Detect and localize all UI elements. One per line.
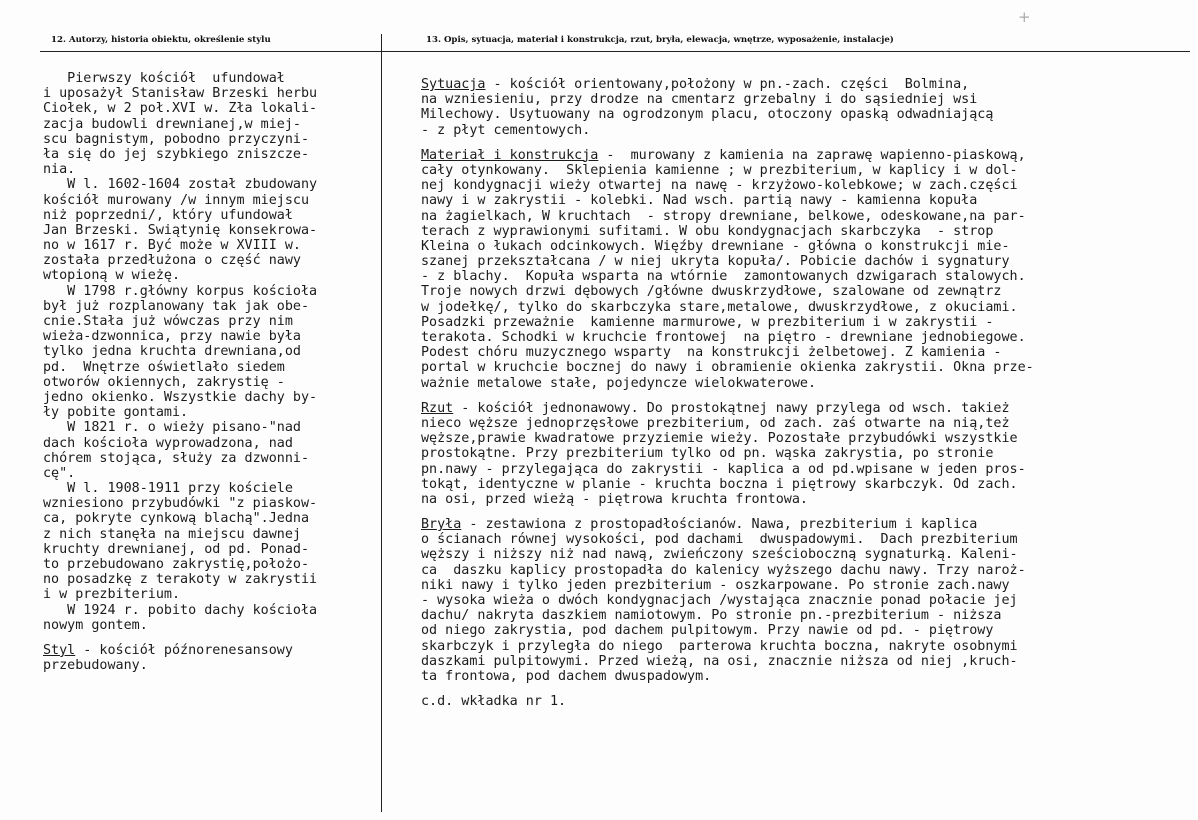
text-line (421, 517, 1198, 532)
text-line: - z płyt cementowych. (421, 122, 591, 138)
text-line: nieco węższe jednoprzęsłowe prezbiterium, od zach. zaś otwarte na nią,też (421, 415, 1010, 431)
right-column-description (421, 77, 1198, 709)
text-line: scu bagnistym, pobodno przyczyni- (43, 131, 310, 147)
text-line: prostokątne. Przy prezbiterium tylko od pn. wąska zakrystia, po stronie (421, 446, 994, 462)
text-line: W 1798 r.główny korpus kościoła (43, 283, 318, 299)
text-line: W l. 1908-1911 przy kościele (43, 481, 293, 497)
text-line: pd. Wnętrze oświetlało siedem (43, 359, 285, 375)
section-sytuacja (421, 77, 1198, 138)
text-line: od niego zakrystia, pod dachem pulpitowym. Przy nawie od pd. - piętrowy (421, 623, 994, 639)
text-line: nowym gontem. (43, 617, 148, 633)
text-line: wzniesiono przybudówki "z piaskow- (43, 496, 318, 512)
text-line: wtopioną w wieżę. (43, 268, 181, 284)
header-rule (40, 51, 1190, 52)
style-paragraph (43, 643, 393, 673)
section-material-konstrukcja (421, 148, 1198, 391)
spacer (421, 391, 1198, 401)
text-line: ca daszku kaplicy prostopadła do kalenicy wyższego dachu nawy. Trzy naroż- (421, 562, 1026, 578)
text-line: kościół murowany /w innym miejscu (43, 192, 310, 208)
text-line: W 1821 r. o wieży pisano-"nad (43, 420, 301, 436)
history-paragraph (43, 177, 393, 283)
text-line: na wzniesieniu, przy drodze na cmentarz grzebalny i do sąsiedniej wsi (421, 92, 978, 108)
text-line: nej kondygnacji wieży otwartej na nawę - krzyżowo-kolebkowe; w zach.części (421, 178, 1018, 194)
text-line: cę". (43, 465, 76, 481)
text-line: o ścianach równej wysokości, pod dachami dwuspadowymi. Dach prezbiterium (421, 532, 1018, 548)
text-line: dachu/ nakryta daszkiem namiotowym. Po stronie pn.-prezbiterium - niższa (421, 608, 1002, 624)
text-line: zacja budowli drewnianej,w miej- (43, 116, 301, 132)
text-line: niż poprzedni/, który ufundował (43, 207, 293, 223)
spacer (421, 507, 1198, 517)
text-line: szanej przekształcana / w niej ukryta kopuła/. Pobicie dachów i sygnatury (421, 254, 1010, 270)
text-line: i uposażył Stanisław Brzeski herbu (43, 86, 318, 102)
text-line: ta frontowa, pod dachem dwuspadowym. (421, 668, 712, 684)
section-bryla (421, 517, 1198, 684)
text-line: Milechowy. Usytuowany na ogrodzonym placu, otoczony opaską odwadniającą (421, 107, 994, 123)
text-line: to przebudowano zakrystię,położo- (43, 557, 310, 572)
style-label: Styl (43, 642, 76, 658)
header-left: 12. Autorzy, historia obiektu, określenie stylu (51, 35, 271, 45)
text-line: jedno okienko. Wszystkie dachy by- (43, 389, 318, 405)
spacer (421, 138, 1198, 148)
text-line: i w prezbiterium. (43, 587, 181, 603)
section-label: Rzut (421, 400, 454, 416)
history-paragraph (43, 420, 393, 481)
text-line: terakota. Schodki w kruchcie frontowej na piętro - drewniane jednobiegowe. (421, 330, 1026, 345)
text-line: cnie.Stała już wówczas przy nim (43, 314, 293, 329)
text-line: tokąt, identyczne w planie - kruchta boczna i piętrowy skarbczyk. Od zach. (421, 476, 1018, 492)
text-line: ły pobite gontami. (43, 405, 189, 421)
text-line: ca, pokryte cynkową blachą".Jedna (43, 511, 310, 527)
text-line: niki nawy i tylko jeden prezbiterium - oszkarpowane. Po stronie zach.nawy (421, 577, 1010, 593)
header-right: 13. Opis, sytuacja, materiał i konstrukcja, rzut, bryła, elewacja, wnętrze, wyposażenie, instalacje) (426, 35, 894, 45)
text-line: - z blachy. Kopuła wsparta na wtórnie zamontowanych dzwigarach stalowych. (421, 269, 1026, 285)
spacer (43, 633, 393, 643)
text-line: no posadzkę z terakoty w zakrystii (43, 572, 318, 588)
text-line: tylko jedna kruchta drewniana,od (43, 344, 301, 360)
continuation-note: c.d. wkładka nr 1. (421, 694, 567, 710)
section-label: Bryła (421, 517, 462, 533)
text-line: Troje nowych drzwi dębowych /główne dwuskrzydłowe, szalowane od zewnątrz (421, 284, 1002, 300)
text-line (421, 77, 1198, 92)
text-line: wieża-dzwonnica, przy nawie była (43, 329, 301, 345)
text-line (421, 401, 1198, 416)
text-line: ła się do jej szybkiego zniszcze- (43, 146, 310, 162)
text-line: węższe,prawie kwadratowe przyziemie wieży. Pozostałe przybudówki wszystkie (421, 431, 1018, 447)
text-line: skarbczyk i przyległa do niego parterowa kruchta boczna, nakryte osobnymi (421, 638, 1018, 654)
text-line: W 1924 r. pobito dachy kościoła (43, 602, 318, 618)
text-line: Ciołek, w 2 poł.XVI w. Zła lokali- (43, 101, 318, 117)
text-line: Pierwszy kościół ufundował (43, 71, 285, 86)
text-line (421, 148, 1198, 163)
left-column-history (43, 71, 393, 673)
history-paragraph (43, 284, 393, 421)
text-line: kruchty drewnianej, od pd. Ponad- (43, 541, 310, 557)
section-label: Materiał i konstrukcja (421, 147, 599, 163)
section-label: Sytuacja (421, 77, 486, 92)
section-text: - kościół jednonawowy. Do prostokątnej nawy przylega od wsch. takież (453, 400, 1010, 416)
text-line: Podest chóru muzycznego wsparty na konstrukcji żelbetowej. Z kamienia - (421, 345, 1002, 361)
text-line: Kleina o łukach odcinkowych. Więźby drewniane - główna o konstrukcji mie- (421, 238, 1010, 254)
text-line: Posadzki przeważnie kamienne marmurowe, w prezbiterium i w zakrystii - (421, 314, 994, 330)
text-line: W l. 1602-1604 został zbudowany (43, 177, 318, 193)
text-line: pn.nawy - przylegająca do zakrystii - kaplica a od pd.wpisane w jeden pros- (421, 461, 1026, 477)
text-line: została przedłużona o część nawy (43, 253, 301, 269)
text-line: chórem stojąca, służy za dzwonni- (43, 450, 310, 466)
text-line: na osi, przed wieżą - piętrowa kruchta frontowa. (421, 491, 808, 507)
history-paragraph (43, 603, 393, 633)
text-line: Jan Brzeski. Swiątynię konsekrowa- (43, 222, 318, 238)
text-line (43, 643, 393, 658)
text-line: z nich stanęła na miejscu dawnej (43, 526, 301, 542)
text-line: ważnie metalowe stałe, pojedyncze wielokwaterowe. (421, 375, 817, 391)
section-rzut (421, 401, 1198, 507)
text-line: terach z wyprawionymi sufitami. W obu kondygnacjach skarbczyka - strop (421, 223, 994, 239)
section-text: - zestawiona z prostopadłościanów. Nawa, prezbiterium i kaplica (461, 517, 978, 533)
text-line: przebudowany. (43, 658, 148, 674)
history-paragraph (43, 481, 393, 603)
history-paragraph (43, 71, 393, 177)
text-line: daszkami pulpitowymi. Przed wieżą, na osi, znacznie niższa od niej ,kruch- (421, 653, 1018, 669)
text-line: no w 1617 r. Być może w XVIII w. (43, 238, 301, 254)
style-text: - kościół późnorenesansowy (75, 642, 293, 658)
text-line: portal w kruchcie bocznej do nawy i obramienie okienka zakrystii. Okna prze- (421, 360, 1034, 376)
corner-crosshair-mark: + (1018, 8, 1031, 26)
text-line: - wysoka wieża o dwóch kondygnacjach /wystająca znacznie ponad połacie jej (421, 593, 1018, 608)
text-line: dach kościoła wyprowadzona, nad (43, 435, 293, 451)
text-line: otworów okiennych, zakrystię - (43, 374, 285, 390)
section-text: - kościół orientowany,położony w pn.-zach. części Bolmina, (485, 77, 970, 92)
text-line: nawy i w zakrystii - kolebki. Nad wsch. partią nawy - kamienna kopuła (421, 193, 978, 209)
text-line: był już rozplanowany tak jak obe- (43, 298, 310, 314)
text-line: nia. (43, 162, 76, 178)
text-line: cały otynkowany. Sklepienia kamienne ; w prezbiterium, w kaplicy i w dol- (421, 162, 1018, 178)
section-text: - murowany z kamienia na zaprawę wapienno-piaskową, (598, 147, 1026, 163)
text-line: w jodełkę/, tylko do skarbczyka stare,metalowe, dwuskrzydłowe, z okuciami. (421, 299, 1018, 315)
spacer (421, 684, 1198, 694)
text-line: na żagielkach, W kruchtach - stropy drewniane, belkowe, odeskowane,na par- (421, 208, 1026, 224)
text-line: węższy i niższy niż nad nawą, zwieńczony sześcioboczną sygnaturką. Kaleni- (421, 547, 1018, 563)
